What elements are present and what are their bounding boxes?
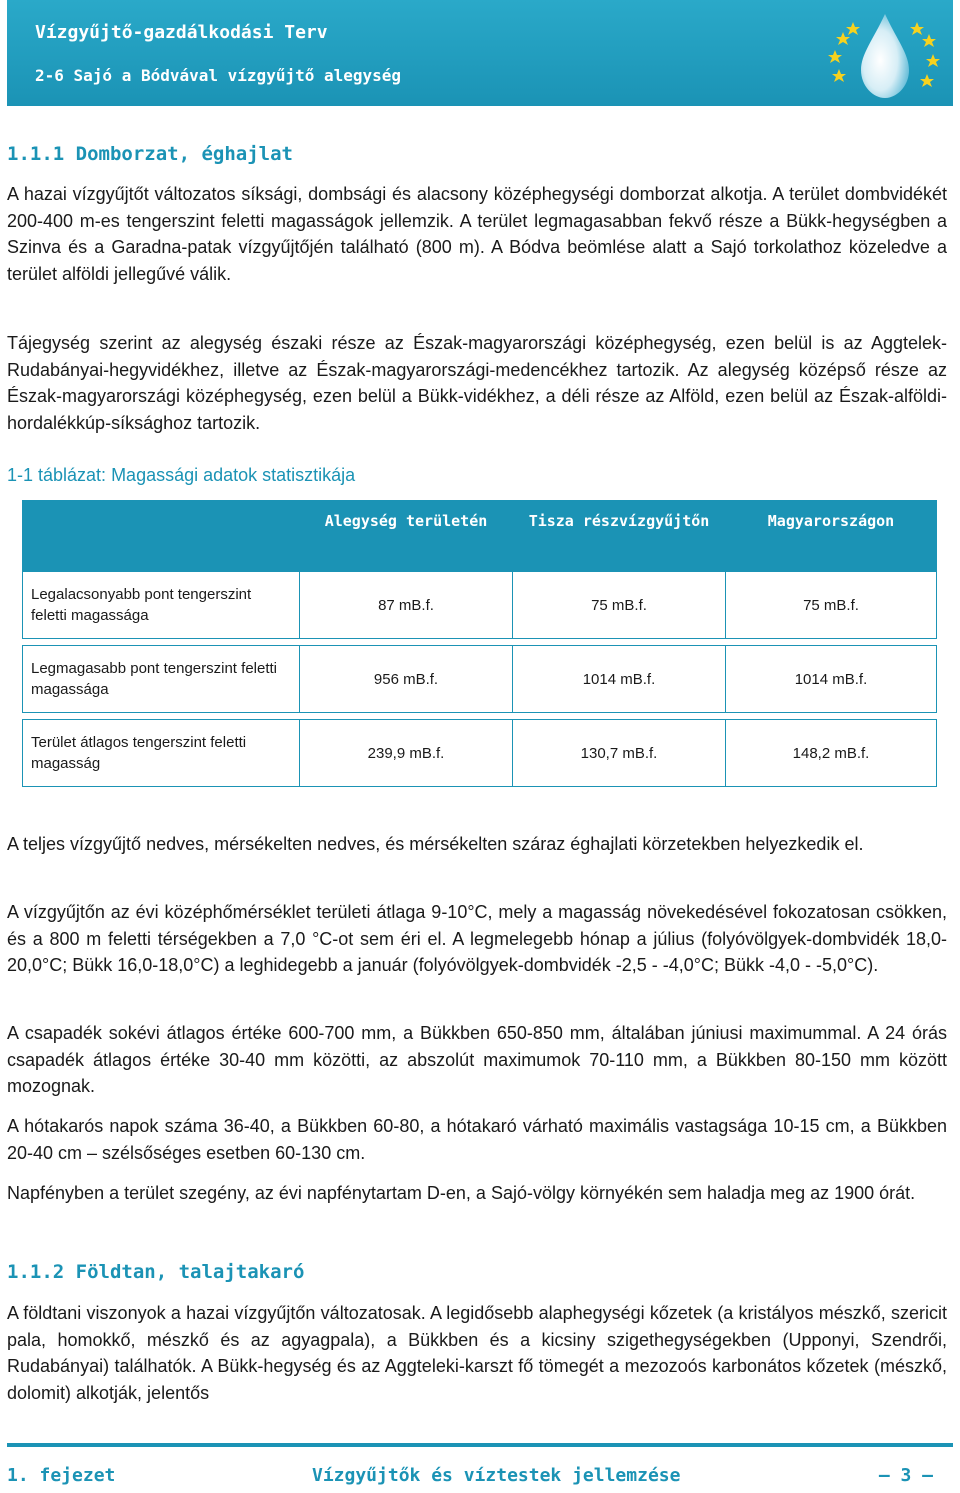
page-header bbox=[7, 0, 953, 106]
table-header-tisza: Tisza részvízgyűjtőn bbox=[513, 501, 726, 572]
cell-value: 1014 mB.f. bbox=[513, 646, 726, 713]
table-header-blank bbox=[23, 501, 300, 572]
cell-value: 148,2 mB.f. bbox=[726, 720, 937, 787]
paragraph-relief-1: A hazai vízgyűjtőt változatos síksági, dombsági és alacsony középhegységi domborzat alkotja. A terület dombvidékét 200-400 m-es tengerszint feletti magasságok jellemzik. A terület legmagasabban fekvő része a Bükk-hegységben a Szinva és a Garadna-patak vízgyűjtőjén található (800 m). A Bódva beömlése alatt a Sajó torkolathoz közeledve a terület alföldi jellegűvé válik. bbox=[7, 184, 947, 284]
paragraph-climate-zones: A teljes vízgyűjtő nedves, mérsékelten nedves, és mérsékelten száraz éghajlati körzetekben helyezkedik el. bbox=[7, 834, 864, 854]
table-header-magyarorszag: Magyarországon bbox=[726, 501, 937, 572]
paragraph-precipitation: A csapadék sokévi átlagos értéke 600-700 mm, a Bükkben 650-850 mm, általában júniusi maximummal. A 24 órás csapadék átlagos értéke 30-40 mm közötti, az abszolút maximumok 70-110 mm, a Bükkben 80-150 mm között mozognak. bbox=[7, 1023, 947, 1096]
row-label: Legalacsonyabb pont tengerszint feletti magassága bbox=[23, 572, 300, 639]
paragraph-snow: A hótakarós napok száma 36-40, a Bükkben 60-80, a hótakaró várható maximális vastagsága 10-15 cm, a Bükkben 20-40 cm – szélsőséges esetben 60-130 cm. bbox=[7, 1116, 947, 1163]
section-heading-domborzat: 1.1.1 Domborzat, éghajlat bbox=[7, 143, 293, 165]
cell-value: 239,9 mB.f. bbox=[300, 720, 513, 787]
table-header-alegyseg: Alegység területén bbox=[300, 501, 513, 572]
paragraph-sunshine: Napfényben a terület szegény, az évi napfénytartam D-en, a Sajó-völgy környékén sem haladja meg az 1900 órát. bbox=[7, 1183, 916, 1203]
table-spacer bbox=[23, 713, 937, 720]
table-row bbox=[23, 572, 937, 639]
footer-page-number: – 3 – bbox=[878, 1465, 933, 1486]
footer-title: Vízgyűjtők és víztestek jellemzése bbox=[312, 1465, 681, 1486]
paragraph-relief-2: Tájegység szerint az alegység északi része az Észak-magyarországi középhegység, ezen belül is az Aggtelek-Rudabányai-hegyvidékhez, illetve az Észak-magyarországi-medencékhez tartozik. Az alegység középső része az Észak-magyarországi középhegység, ezen belül a Bükk-vidékhez, a déli része az Alföld, ezen belül az Észak-alföldi-hordalékkúp-síksághoz tartozik. bbox=[7, 333, 947, 433]
cell-value: 87 mB.f. bbox=[300, 572, 513, 639]
footer-chapter: 1. fejezet bbox=[7, 1465, 116, 1486]
paragraph-geology: A földtani viszonyok a hazai vízgyűjtőn változatosak. A legidősebb alaphegységi kőzetek (a kristályos mészkő, szericit pala, homokkő, mészkő és az agyagpala), a Bükkben és a kicsiny szigethegységekben (Upponyi, Szendrői, Rudabányai) találhatók. A Bükk-hegység és az Aggteleki-karszt fő tömegét a mezozoós karbonátos kőzetek (mészkő, dolomit) alkotják, jelentős bbox=[7, 1303, 947, 1403]
cell-value: 75 mB.f. bbox=[513, 572, 726, 639]
row-label: Terület átlagos tengerszint feletti magasság bbox=[23, 720, 300, 787]
header-subtitle: 2-6 Sajó a Bódvával vízgyűjtő alegység bbox=[35, 66, 402, 85]
row-label: Legmagasabb pont tengerszint feletti magassága bbox=[23, 646, 300, 713]
section-heading-foldtan: 1.1.2 Földtan, talajtakaró bbox=[7, 1261, 305, 1283]
cell-value: 130,7 mB.f. bbox=[513, 720, 726, 787]
table-spacer bbox=[23, 639, 937, 646]
cell-value: 75 mB.f. bbox=[726, 572, 937, 639]
paragraph-temperature: A vízgyűjtőn az évi középhőmérséklet területi átlaga 9-10°C, mely a magasság növekedésével fokozatosan csökken, és a 800 m feletti térségekben a 7,0 °C-ot sem éri el. A legmelegebb hónap a július (folyóvölgyek-dombvidék 18,0-20,0°C; Bükk 16,0-18,0°C) a leghidegebb a január (folyóvölgyek-dombvidék -2,5 - -4,0°C; Bükk -4,0 - -5,0°C). bbox=[7, 902, 947, 975]
table-row bbox=[23, 646, 937, 713]
header-title: Vízgyűjtő-gazdálkodási Terv bbox=[35, 22, 328, 43]
table-caption: 1-1 táblázat: Magassági adatok statisztikája bbox=[7, 465, 356, 485]
water-drop-eu-stars-icon bbox=[813, 2, 953, 102]
table-header-row bbox=[23, 501, 937, 572]
cell-value: 1014 mB.f. bbox=[726, 646, 937, 713]
cell-value: 956 mB.f. bbox=[300, 646, 513, 713]
elevation-stats-table bbox=[22, 500, 937, 787]
footer-divider bbox=[7, 1443, 953, 1447]
table-row bbox=[23, 720, 937, 787]
